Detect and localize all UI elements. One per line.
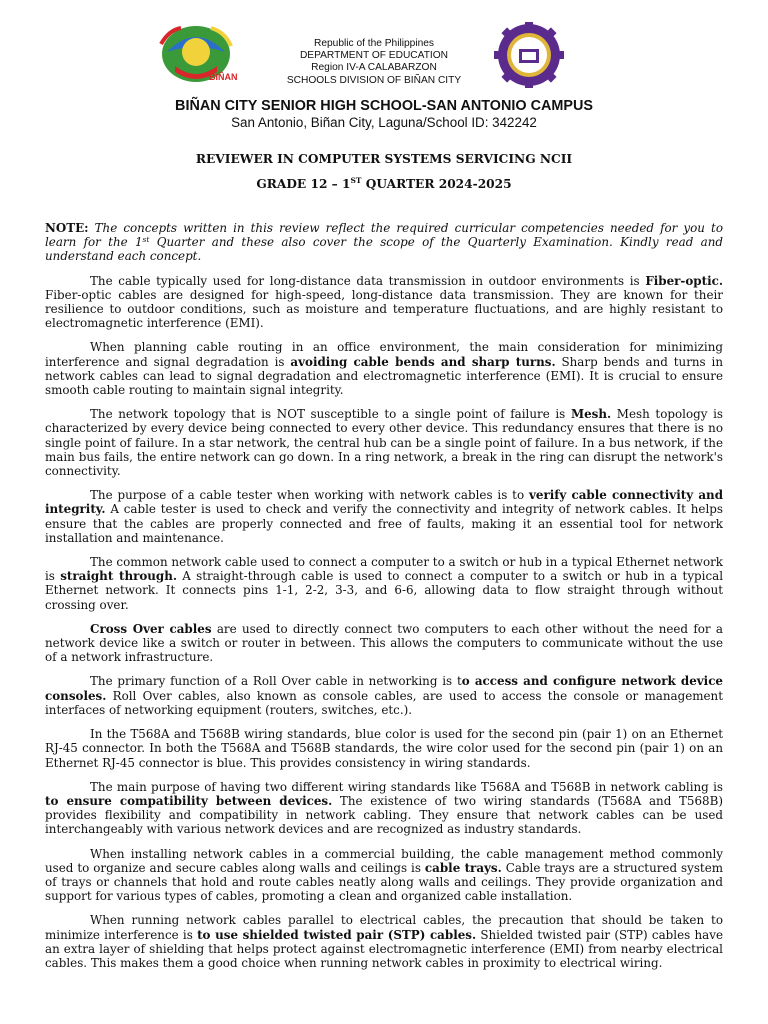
paragraph-answer: verify cable connectivity and integrity. <box>45 488 724 517</box>
agency-header <box>244 38 504 87</box>
paragraph-straight-through <box>45 555 723 612</box>
paragraph-cable-tester <box>45 488 723 545</box>
paragraph-text: Mesh topology is characterized by every device being connected to every other device. This redundancy ensures that there is no single point of failure. In a star network, the central hub can be a single point of failure. In a bus network, if the main bus fails, the entire network can go down. In a ring network, a break in the ring can disrupt the network's connectivity. <box>45 407 723 479</box>
paragraph-text: Shielded twisted pair (STP) cables have an extra layer of shielding that helps protect against electromagnetic interference (EMI) from nearby electrical cables. This makes them a good choice when running network cables in proximity to electrical wiring. <box>45 927 723 970</box>
paragraph-text: The network topology that is NOT susceptible to a single point of failure is <box>90 407 571 422</box>
paragraph-answer: to ensure compatibility between devices. <box>45 793 333 808</box>
paragraph-answer: avoiding cable bends and sharp turns. <box>290 354 556 369</box>
note-superscript: st <box>142 235 150 245</box>
note-label: NOTE: <box>45 221 89 235</box>
paragraph-answer: Cross Over cables <box>90 621 212 636</box>
subtitle-superscript: ST <box>350 176 362 185</box>
agency-line-republic: Republic of the Philippines <box>313 38 435 49</box>
city-logo-text: BIÑAN <box>209 72 237 82</box>
paragraph-text: The common network cable used to connect a computer to a switch or hub in a typical Ethernet network is <box>45 555 723 584</box>
document-subtitle <box>0 176 768 191</box>
paragraph-text: When running network cables parallel to electrical cables, the precaution that should be taken to minimize interference is <box>45 913 723 942</box>
paragraph-wiring-standards <box>45 780 723 837</box>
school-seal-logo <box>492 22 566 88</box>
paragraph-text: The main purpose of having two different wiring standards like T568A and T568B in network cabling is <box>90 779 723 794</box>
paragraph-roll-over <box>45 674 723 717</box>
school-name: BIÑAN CITY SENIOR HIGH SCHOOL-SAN ANTONIO CAMPUS <box>175 98 593 114</box>
paragraph-answer: to use shielded twisted pair (STP) cables. <box>197 927 477 942</box>
paragraph-text: The cable typically used for long-distance data transmission in outdoor environments is <box>90 273 646 288</box>
paragraph-text: A straight-through cable is used to connect a computer to a switch or hub in a typical Ethernet network. It connects pins 1-1, 2-2, 3-3, and 6-6, allowing data to flow straight through without crossing over. <box>45 569 724 612</box>
city-logo <box>155 22 237 86</box>
paragraph-wiring-color <box>45 727 723 770</box>
school-address: San Antonio, Biñan City, Laguna/School ID: 342242 <box>231 115 537 130</box>
paragraph-answer: Fiber-optic. <box>645 273 723 288</box>
paragraph-answer: straight through. <box>60 569 178 584</box>
document-body <box>45 221 723 980</box>
paragraph-text: Fiber-optic cables are designed for high-speed, long-distance data transmission. They are known for their resilience to outdoor conditions, such as moisture and temperature fluctuations, and are highly resistant to electromagnetic interference (EMI). <box>45 287 723 331</box>
note-text-b: Quarter and these also cover the scope of the Quarterly Examination. Kindly read and understand each concept. <box>45 235 723 264</box>
agency-line-division: SCHOOLS DIVISION OF BIÑAN CITY <box>286 74 462 86</box>
paragraph-text: The purpose of a cable tester when working with network cables is to <box>90 488 529 503</box>
paragraph-cable-trays <box>45 847 723 904</box>
paragraph-text: Sharp bends and turns in network cables can lead to signal degradation and electromagnetic interference (EMI). It is crucial to ensure smooth cable routing to maintain signal integrity. <box>45 354 724 398</box>
paragraph-text: When installing network cables in a commercial building, the cable management method commonly used to organize and secure cables along walls and ceilings is <box>45 846 723 875</box>
paragraph-text: Cable trays are a structured system of trays or channels that hold and route cables neatly along walls and ceilings. They provide organization and support for various types of cables, promoting a clean and organized cable installation. <box>45 860 724 904</box>
paragraph-text: The existence of two wiring standards (T568A and T568B) provides flexibility and compatibility in network cabling. They ensure that network cables can be used interchangeably with various network devices and are recognized as industry standards. <box>45 793 723 837</box>
paragraph-text: When planning cable routing in an office environment, the main consideration for minimizing interference and signal degradation is <box>45 340 723 369</box>
paragraph-answer: o access and configure network device consoles. <box>45 674 723 703</box>
agency-line-deped: DEPARTMENT OF EDUCATION <box>299 50 449 62</box>
paragraph-answer: Mesh. <box>570 407 612 422</box>
paragraph-shielded-cables <box>45 913 723 970</box>
note-paragraph <box>45 221 723 264</box>
paragraph-text: In the T568A and T568B wiring standards, blue color is used for the second pin (pair 1) on an Ethernet RJ-45 connector. In both the T568A and T568B standards, the wire color used for the second pin (pair 1) on an Ethernet RJ-45 connector is blue. This provides consistency in wiring standards. <box>45 727 723 770</box>
subtitle-suffix: QUARTER 2024-2025 <box>361 177 512 191</box>
note-text-a: The concepts written in this review reflect the required curricular competencies needed for you to learn for the 1 <box>45 221 723 250</box>
paragraph-cross-over <box>45 622 723 665</box>
subtitle-prefix: GRADE 12 – 1 <box>256 177 351 191</box>
paragraph-text: A cable tester is used to check and verify the connectivity and integrity of network cables. It helps ensure that the cables are properly connected and free of faults, making it an essential tool for network installation and maintenance. <box>45 502 723 545</box>
paragraph-text: are used to directly connect two computers to each other without the need for a network device like a switch or router in between. This allows the computers to communicate without the use of a network infrastructure. <box>45 621 723 665</box>
agency-line-region: Region IV-A CALABARZON <box>311 62 437 74</box>
paragraph-text: Roll Over cables, also known as console cables, are used to access the console or management interfaces of networking equipment (routers, switches, etc.). <box>45 688 723 717</box>
document-title: REVIEWER IN COMPUTER SYSTEMS SERVICING NCII <box>195 152 573 166</box>
paragraph-text: The primary function of a Roll Over cable in networking is t <box>90 674 462 689</box>
paragraph-cable-routing <box>45 340 723 397</box>
paragraph-mesh-topology <box>45 407 723 478</box>
paragraph-answer: cable trays. <box>424 860 502 875</box>
paragraph-fiber-optic <box>45 274 723 331</box>
